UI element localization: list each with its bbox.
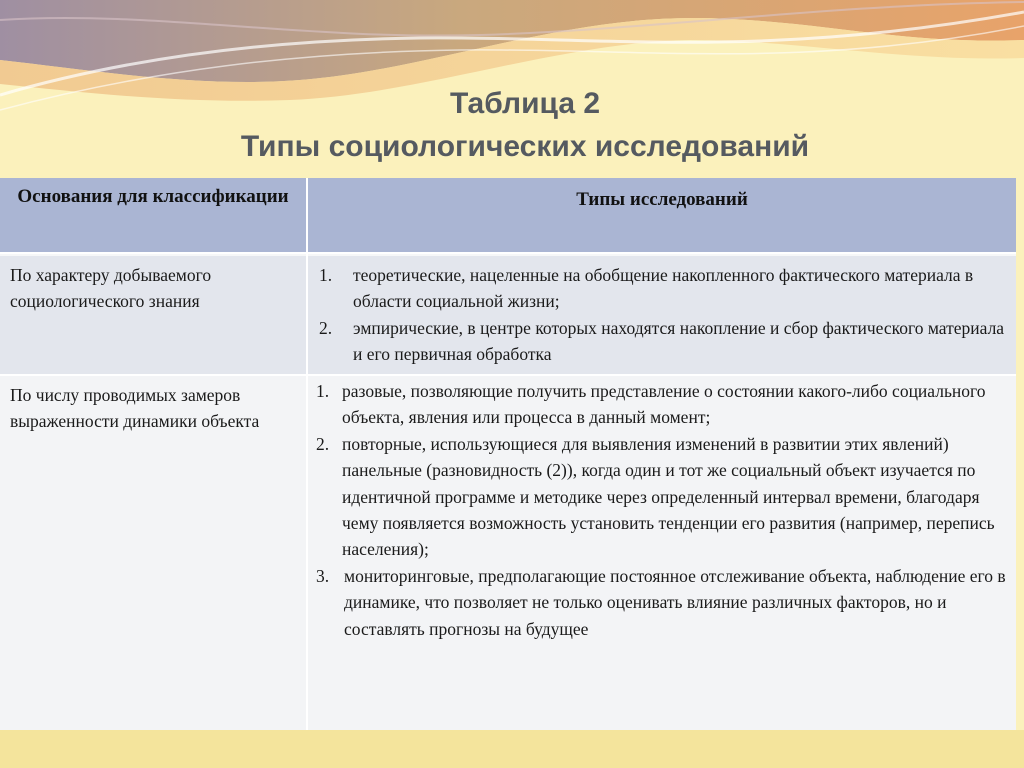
list-item-text: разовые, позволяющие получить представление о состоянии какого-либо социального объекта, явления или процесса в данный момент; [342, 381, 986, 428]
list-item-text: повторные, использующиеся для выявления изменений в развитии этих явлений) панельные (разновидность (2)), когда один и тот же социальный объект изучается по идентичной программе и методике через определенный интервал времени, благодаря чему появляется возможность установить тенденции его развития (например, перепись населения); [342, 433, 995, 560]
list-item-text: мониторинговые, предполагающие постоянное отслеживание объекта, наблюдение его в динамике, что позволяет не только оценивать влияние различных факторов, но и составлять прогнозы на будущее [344, 565, 1006, 639]
types-list [308, 376, 1016, 642]
table-row-2-basis: По числу проводимых замеров выраженности динамики объекта [0, 376, 306, 730]
list-item [308, 431, 1016, 563]
list-item-text: эмпирические, в центре которых находятся накопление и сбор фактического материала и его первичная обработка [353, 317, 1005, 365]
list-item-number: 1. [316, 381, 330, 401]
page-title: Типы социологических исследований [240, 130, 810, 163]
list-item-number: 2. [316, 433, 330, 454]
table-number-title: Таблица 2 [449, 87, 601, 120]
table-row-2-types [308, 376, 1016, 730]
list-item [308, 378, 1016, 431]
list-item-number: 3. [316, 565, 330, 586]
header-basis: Основания для классификации [0, 178, 306, 252]
classification-table [0, 178, 1016, 730]
list-item-number: 1. [319, 265, 333, 285]
list-item-text: теоретические, нацеленные на обобщение накопленного фактического материала в области социальной жизни; [353, 265, 974, 312]
table-row-1-types [308, 256, 1016, 374]
table-row-1-basis: По характеру добываемого социологического знания [0, 256, 306, 374]
list-item-number: 2. [319, 317, 333, 338]
list-item [308, 563, 1016, 642]
types-list [308, 256, 1016, 368]
header-types: Типы исследований [308, 178, 1016, 252]
row-divider [0, 252, 1016, 254]
list-item [308, 262, 1016, 315]
list-item [308, 315, 1016, 368]
